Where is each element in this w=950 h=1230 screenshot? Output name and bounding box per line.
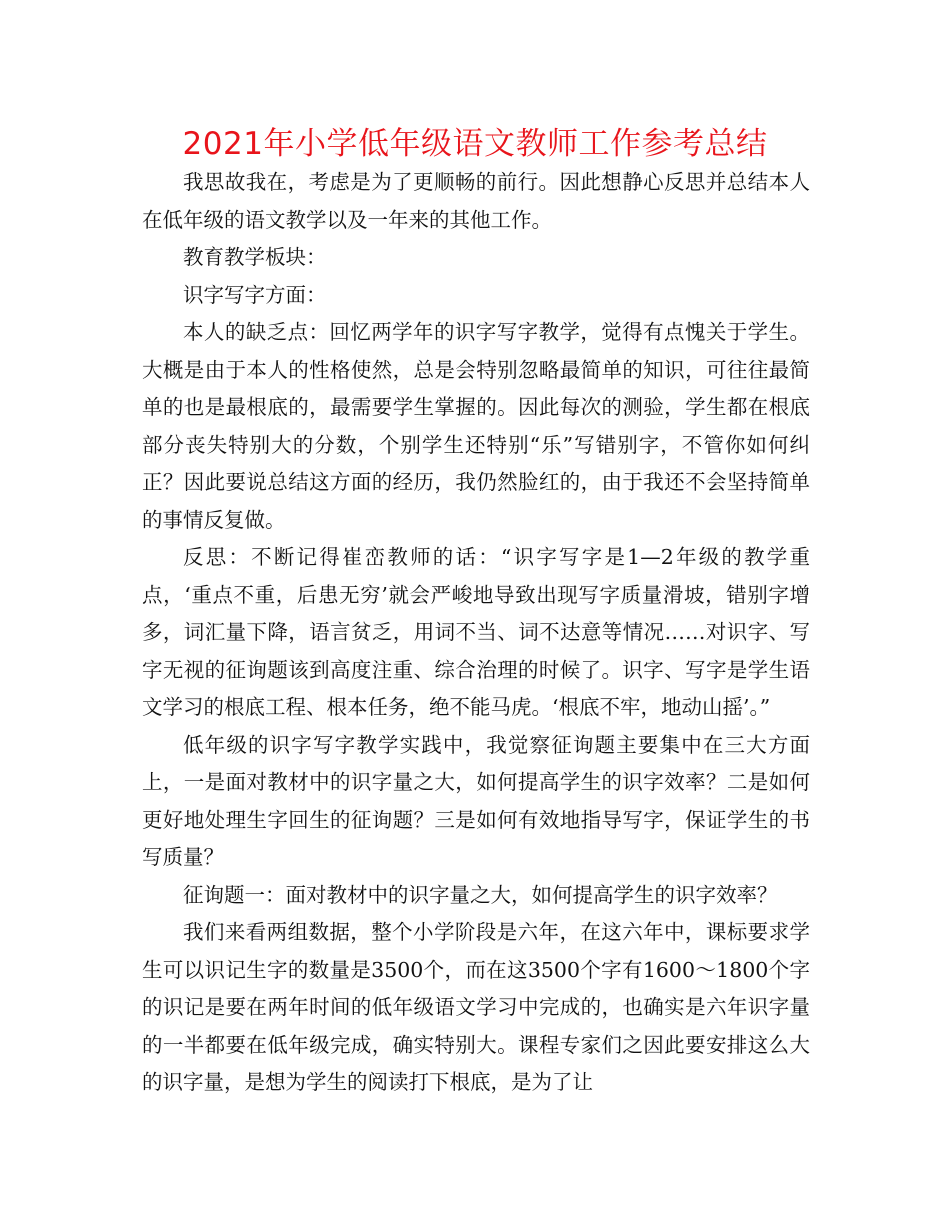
- document-title: 2021年小学低年级语文教师工作参考总结: [182, 126, 768, 162]
- paragraph: 反思：不断记得崔峦教师的话：“识字写字是1—2年级的教学重点，‘重点不重，后患无穷’就会严峻地导致出现写字质量滑坡，错别字增多，词汇量下降，语言贫乏，用词不当、词不达意等情况……对识字、写字无视的征询题该到高度注重、综合治理的时候了。识字、写字是学生语文学习的根底工程、根本任务，绝不能马虎。‘根底不牢，地动山摇’。”: [142, 545, 810, 719]
- paragraph: 教育教学板块：: [183, 245, 327, 269]
- paragraph: 低年级的识字写字教学实践中，我觉察征询题主要集中在三大方面上，一是面对教材中的识字量之大，如何提高学生的识字效率？二是如何更好地处理生字回生的征询题？三是如何有效地指导写字，保证学生的书写质量？: [142, 732, 810, 869]
- paragraph: 我们来看两组数据，整个小学阶段是六年，在这六年中，课标要求学生可以识记生字的数量是3500个，而在这3500个字有1600～1800个字的识记是要在两年时间的低年级语文学习中完成的，也确实是六年识字量的一半都要在低年级完成，确实特别大。课程专家们之因此要安排这么大的识字量，是想为学生的阅读打下根底，是为了让: [142, 920, 810, 1094]
- paragraph: 本人的缺乏点：回忆两学年的识字写字教学，觉得有点愧关于学生。大概是由于本人的性格使然，总是会特别忽略最简单的知识，可往往最简单的也是最根底的，最需要学生掌握的。因此每次的测验，学生都在根底部分丧失特别大的分数，个别学生还特别“乐”写错别字，不管你如何纠正？因此要说总结这方面的经历，我仍然脸红的，由于我还不会坚持简单的事情反复做。: [142, 320, 810, 532]
- paragraph: 我思故我在，考虑是为了更顺畅的前行。因此想静心反思并总结本人在低年级的语文教学以及一年来的其他工作。: [142, 170, 810, 232]
- document-body: [142, 164, 810, 1102]
- paragraph: 征询题一：面对教材中的识字量之大，如何提高学生的识字效率？: [183, 882, 778, 907]
- paragraph: 识字写字方面：: [183, 282, 327, 307]
